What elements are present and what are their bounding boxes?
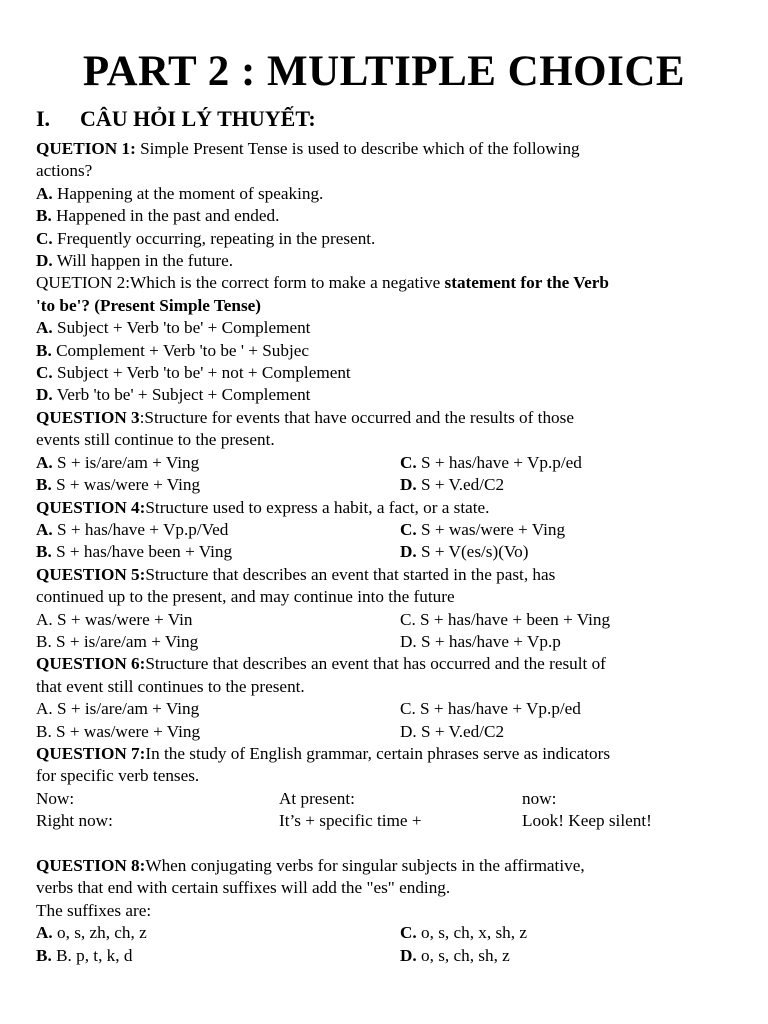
indicator-cell: Right now: [36,811,113,831]
option-letter: B. [36,206,52,226]
question-7-row-1 [36,788,736,810]
question-5-option-b: B. S + is/are/am + Ving [36,631,199,651]
option-text: Will happen in the future. [52,251,234,271]
option-text: S + V(es/s)(Vo) [416,542,529,562]
question-4-options-row-2 [36,541,736,563]
indicator-cell: now: [522,788,557,808]
question-2-bold-text: statement for the Verb [444,273,609,293]
option-text: o, s, zh, ch, z [52,923,147,943]
indicator-cell: It’s + specific time + [279,811,422,831]
option-letter: B. [36,945,52,965]
question-2-option-c [36,362,736,384]
question-1-option-c [36,228,736,250]
question-4-stem [36,497,736,519]
question-4-option-c [400,519,565,541]
question-6-stem-cont: that event still continues to the present. [36,676,305,696]
option-text: o, s, ch, x, sh, z [416,923,527,943]
option-text: Frequently occurring, repeating in the present. [52,228,376,248]
question-1-stem-cont: actions? [36,161,93,181]
question-6-text: Structure that describes an event that has occurred and the result of [145,654,606,674]
question-8-label: QUESTION 8: [36,855,146,875]
question-2-option-a [36,317,736,339]
option-text: S + has/have + Vp.p/Ved [52,519,229,539]
option-letter: D. [400,542,417,562]
option-text: S + has/have been + Ving [51,542,233,562]
question-6-stem [36,653,736,675]
option-text: S + was/were + Ving [416,519,566,539]
question-3-stem-cont: events still continue to the present. [36,430,275,450]
question-5-option-d: D. S + has/have + Vp.p [400,631,561,651]
option-letter: A. [36,318,53,338]
question-1-option-d [36,250,736,272]
option-text: o, s, ch, sh, z [416,945,510,965]
option-letter: B. [36,340,52,360]
question-3-text: :Structure for events that have occurred and the results of those [139,407,574,427]
option-letter: A. [36,923,53,943]
option-text: Happened in the past and ended. [51,206,280,226]
option-letter: D. [36,251,53,271]
question-3-options-row-2 [36,474,736,496]
question-8-option-a [36,922,400,944]
question-5-stem-cont: continued up to the present, and may continue into the future [36,587,455,607]
question-4-label: QUESTION 4: [36,497,146,517]
question-3-option-a [36,452,400,474]
question-1-text: Simple Present Tense is used to describe which of the following [135,139,580,158]
option-letter: D. [400,945,417,965]
indicator-cell: Now: [36,788,75,808]
question-3-option-d [400,474,504,496]
question-8-option-b [36,945,400,967]
question-5-option-a: A. S + was/were + Vin [36,609,193,629]
question-3-label: QUESTION 3 [36,407,140,427]
question-6-option-d: D. S + V.ed/C2 [400,721,505,741]
section-heading [36,104,316,134]
question-4-option-b [36,541,400,563]
question-8-text: When conjugating verbs for singular subjects in the affirmative, [145,855,585,875]
option-text: Subject + Verb 'to be' + Complement [52,318,311,338]
option-text: S + was/were + Ving [51,475,201,495]
question-4-text: Structure used to express a habit, a fact, or a state. [145,497,490,517]
option-letter: C. [400,923,417,943]
question-6-option-a: A. S + is/are/am + Ving [36,699,200,719]
question-7-stem-cont: for specific verb tenses. [36,766,200,786]
option-letter: D. [36,385,53,405]
question-8-options-row-1 [36,922,736,944]
question-5-options-row-1 [36,609,736,631]
question-8-stem-cont-2: The suffixes are: [36,900,152,920]
question-6-option-c: C. S + has/have + Vp.p/ed [400,699,581,719]
option-letter: C. [400,519,417,539]
option-text: Happening at the moment of speaking. [52,183,324,203]
question-6-option-b: B. S + was/were + Ving [36,721,201,741]
question-7-row-2 [36,810,736,832]
question-1-option-b [36,205,736,227]
question-2-stem-cont [36,295,736,317]
question-6-options-row-2 [36,721,736,743]
question-2-text: Which is the correct form to make a negative [130,273,445,293]
option-letter: C. [36,228,53,248]
question-3-option-c [400,452,582,474]
questions-body [36,138,736,967]
question-5-stem [36,564,736,586]
question-1-option-a [36,183,736,205]
indicator-cell: Look! Keep silent! [522,811,652,831]
page-title: PART 2 : MULTIPLE CHOICE [82,48,686,95]
option-letter: C. [400,452,417,472]
indicator-cell: At present: [279,788,355,808]
option-text: S + is/are/am + Ving [52,452,200,472]
option-text: Subject + Verb 'to be' + not + Complement [52,363,351,383]
question-4-options-row-1 [36,519,736,541]
question-1-stem [36,138,736,160]
question-5-options-row-2 [36,631,736,653]
question-4-option-d [400,541,528,563]
question-8-stem-cont: verbs that end with certain suffixes will add the "es" ending. [36,878,451,898]
question-5-label: QUESTION 5: [36,564,146,584]
option-letter: C. [36,363,53,383]
option-letter: B. [36,542,52,562]
question-8-option-c [400,922,527,944]
option-text: Complement + Verb 'to be ' + Subjec [51,340,310,360]
question-7-label: QUESTION 7: [36,743,146,763]
question-2-stem [36,272,736,294]
option-text: Verb 'to be' + Subject + Complement [52,385,311,405]
question-2-bold-cont: 'to be'? (Present Simple Tense) [36,295,262,315]
blank-line [36,833,736,855]
question-7-text: In the study of English grammar, certain phrases serve as indicators [145,743,611,763]
question-2-option-d [36,384,736,406]
option-letter: A. [36,183,53,203]
question-5-text: Structure that describes an event that started in the past, has [145,564,556,584]
question-3-option-b [36,474,400,496]
section-number: I. [36,106,51,131]
question-8-stem [36,855,736,877]
question-4-option-a [36,519,400,541]
question-3-stem [36,407,736,429]
question-5-option-c: C. S + has/have + been + Ving [400,609,611,629]
question-8-option-d [400,945,510,967]
question-8-options-row-2 [36,945,736,967]
option-letter: D. [400,475,417,495]
question-3-options-row-1 [36,452,736,474]
section-label: CÂU HỎI LÝ THUYẾT: [80,106,316,131]
option-text: B. p, t, k, d [51,945,133,965]
question-6-options-row-1 [36,698,736,720]
option-text: S + has/have + Vp.p/ed [416,452,582,472]
question-6-label: QUESTION 6: [36,654,146,674]
question-2-option-b [36,340,736,362]
option-letter: A. [36,452,53,472]
option-text: S + V.ed/C2 [416,475,505,495]
question-7-stem [36,743,736,765]
option-letter: A. [36,519,53,539]
question-1-label: QUETION 1: [36,139,136,158]
question-2-label: QUETION 2: [36,273,131,293]
option-letter: B. [36,475,52,495]
